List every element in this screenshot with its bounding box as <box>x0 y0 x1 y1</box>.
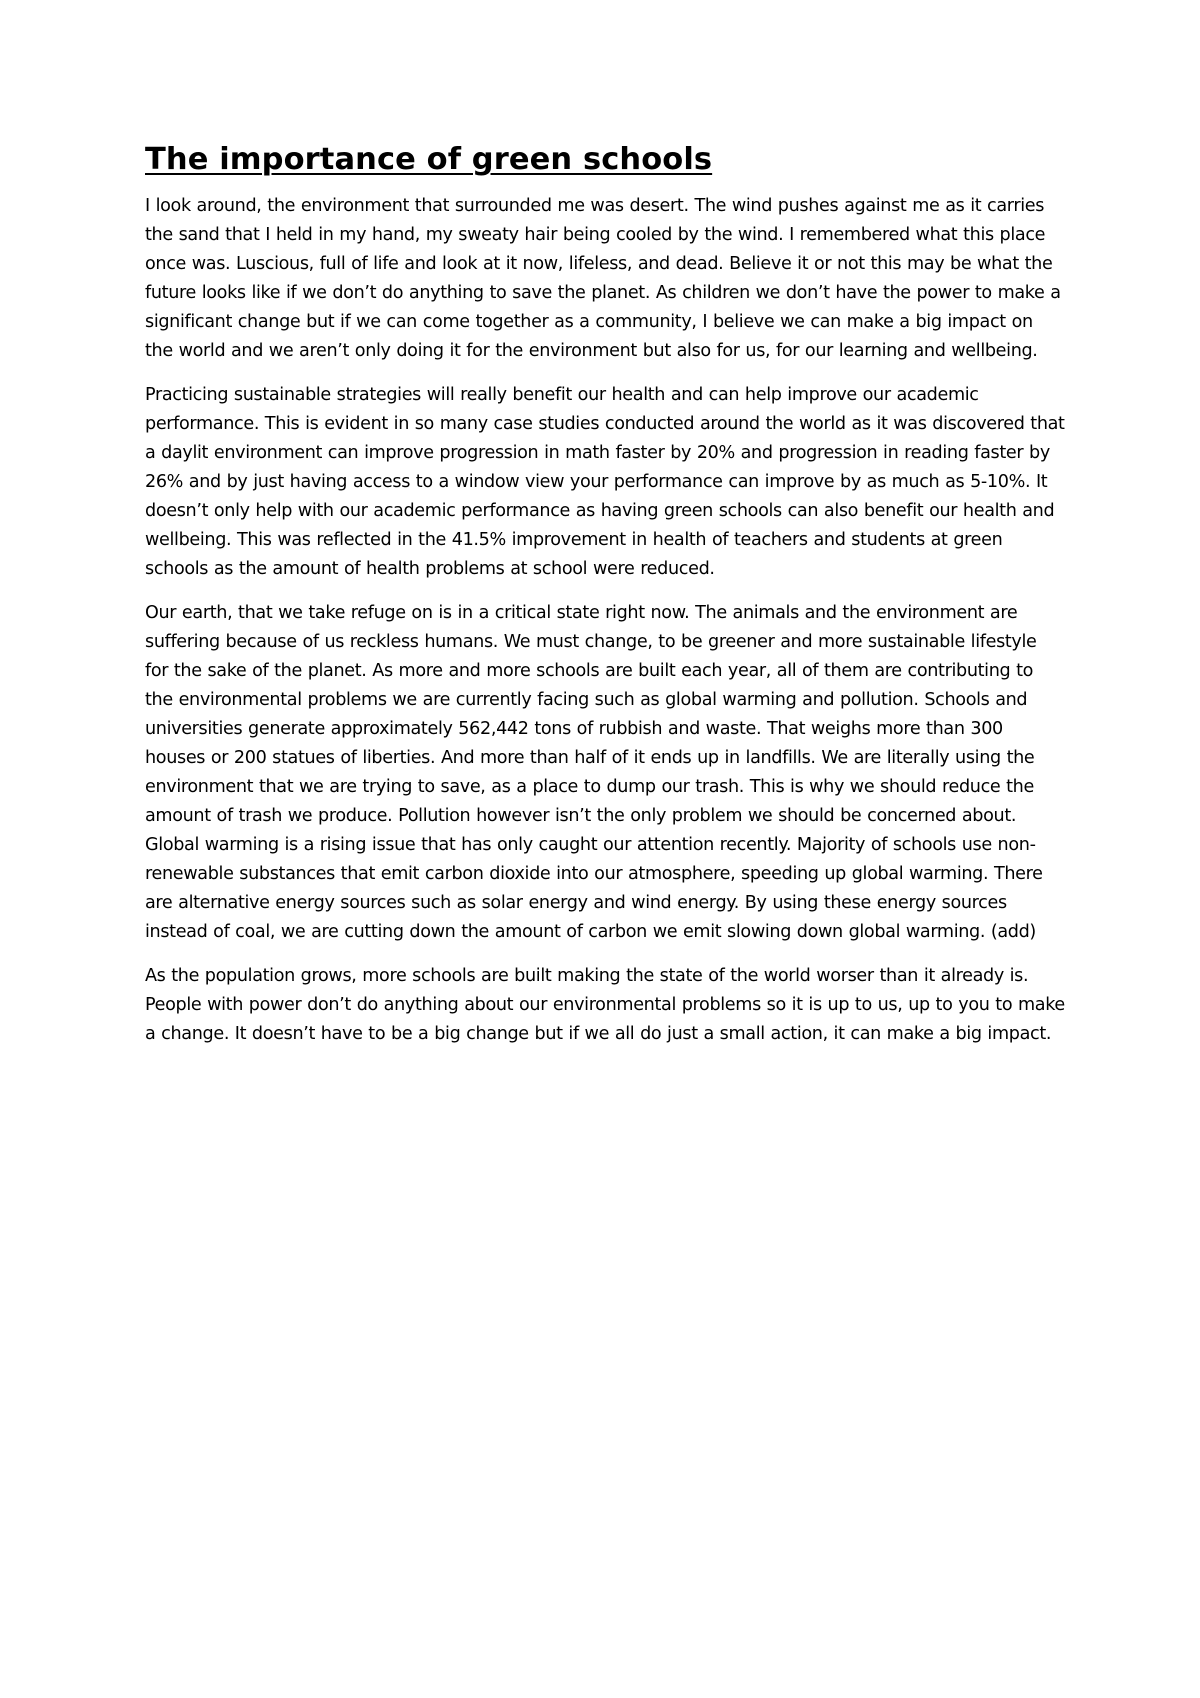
document-body <box>145 140 1065 1064</box>
paragraph-earth-critical-state: Our earth, that we take refuge on is in a critical state right now. The animals and the environment are suffering because of us reckless humans. We must change, to be greener and more sustainable lifestyle for the sake of the planet. As more and more schools are built each year, all of them are contributing to the environmental problems we are currently facing such as global warming and pollution. Schools and universities generate approximately 562,442 tons of rubbish and waste. That weighs more than 300 houses or 200 statues of liberties. And more than half of it ends up in landfills. We are literally using the environment that we are trying to save, as a place to dump our trash. This is why we should reduce the amount of trash we produce. Pollution however isn’t the only problem we should be concerned about. Global warming is a rising issue that has only caught our attention recently. Majority of schools use non-renewable substances that emit carbon dioxide into our atmosphere, speeding up global warming. There are alternative energy sources such as solar energy and wind energy. By using these energy sources instead of coal, we are cutting down the amount of carbon we emit slowing down global warming. (add) <box>145 603 1043 942</box>
paragraph-health-academic: Practicing sustainable strategies will really benefit our health and can help improve our academic performance. This is evident in so many case studies conducted around the world as it was discovered that a daylit environment can improve progression in math faster by 20% and progression in reading faster by 26% and by just having access to a window view your performance can improve by as much as 5-10%. It doesn’t only help with our academic performance as having green schools can also benefit our health and wellbeing. This was reflected in the 41.5% improvement in health of teachers and students at green schools as the amount of health problems at school were reduced. <box>145 385 1065 579</box>
document-title: The importance of green schools <box>145 142 713 177</box>
paragraph-intro: I look around, the environment that surrounded me was desert. The wind pushes against me as it carries the sand that I held in my hand, my sweaty hair being cooled by the wind. I remembered what this place once was. Luscious, full of life and look at it now, lifeless, and dead. Believe it or not this may be what the future looks like if we don’t do anything to save the planet. As children we don’t have the power to make a significant change but if we can come together as a community, I believe we can make a big impact on the world and we aren’t only doing it for the environment but also for us, for our learning and wellbeing. <box>145 196 1061 361</box>
paragraph-conclusion: As the population grows, more schools are built making the state of the world worser than it already is. People with power don’t do anything about our environmental problems so it is up to us, up to you to make a change. It doesn’t have to be a big change but if we all do just a small action, it can make a big impact. <box>145 966 1065 1044</box>
